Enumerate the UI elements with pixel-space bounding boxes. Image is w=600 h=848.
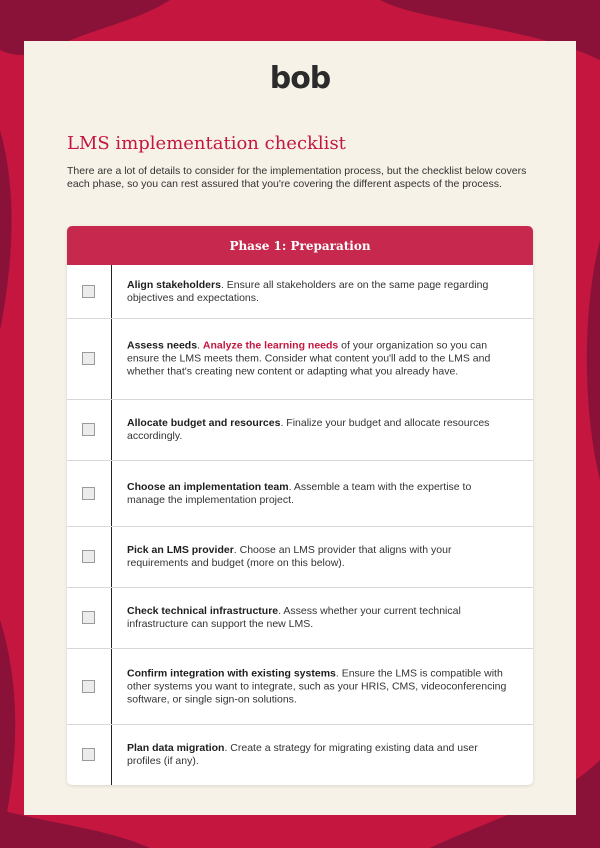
item-text <box>127 340 509 379</box>
item-text <box>127 742 509 768</box>
checkbox-cell <box>67 649 112 724</box>
item-description: . Assemble a team with the expertise to manage the implementation project. <box>127 480 472 506</box>
item-text <box>127 605 509 631</box>
item-title: Align stakeholders <box>127 278 221 291</box>
item-text <box>127 279 509 305</box>
item-description: . Ensure the LMS is compatible with other systems you want to integrate, such as your HRIS, CMS, videoconferencing software, or single sign-on solutions. <box>127 667 507 705</box>
checklist-row <box>67 318 533 399</box>
checklist-row <box>67 648 533 724</box>
page-title: LMS implementation checklist <box>67 133 346 154</box>
phase-header: Phase 1: Preparation <box>67 226 533 265</box>
item-description: . Finalize your budget and allocate resources accordingly. <box>127 417 490 442</box>
checkbox-lms-provider[interactable] <box>82 550 95 563</box>
item-separator: . <box>197 339 203 352</box>
item-text <box>127 667 509 706</box>
checkbox-technical-infrastructure[interactable] <box>82 611 95 624</box>
intro-text: There are a lot of details to consider for the implementation process, but the checklist below covers each phase, so you can rest assured that you're covering the different aspects of the process. <box>67 165 527 190</box>
checkbox-implementation-team[interactable] <box>82 487 95 500</box>
item-text <box>127 417 509 443</box>
checklist-card <box>24 41 576 815</box>
checklist-row <box>67 265 533 318</box>
checkbox-data-migration[interactable] <box>82 748 95 761</box>
item-title: Confirm integration with existing systems <box>127 667 336 679</box>
item-description: of your organization so you can ensure the LMS meets them. Consider what content you'll add to the LMS and whether that's creating new content or adapting what you already have. <box>127 339 491 378</box>
checklist-row <box>67 460 533 526</box>
item-description: . Ensure all stakeholders are on the same page regarding objectives and expectations. <box>127 278 489 304</box>
checkbox-cell <box>67 400 112 460</box>
item-title: Choose an implementation team <box>127 480 289 493</box>
bob-logo: bob <box>269 61 331 96</box>
checklist-row <box>67 526 533 587</box>
checklist-table <box>67 226 533 785</box>
checkbox-allocate-budget[interactable] <box>82 423 95 436</box>
checkbox-cell <box>67 588 112 648</box>
checkbox-cell <box>67 527 112 587</box>
item-title: Plan data migration <box>127 742 225 754</box>
checklist-row <box>67 587 533 648</box>
checkbox-cell <box>67 461 112 526</box>
item-text <box>127 544 509 570</box>
item-title: Allocate budget and resources <box>127 417 281 429</box>
item-description: . Choose an LMS provider that aligns with your requirements and budget (more on this below). <box>127 544 452 569</box>
item-title: Pick an LMS provider <box>127 544 234 556</box>
checkbox-assess-needs[interactable] <box>82 352 95 365</box>
checklist-row <box>67 724 533 785</box>
checkbox-align-stakeholders[interactable] <box>82 285 95 298</box>
checkbox-cell <box>67 319 112 399</box>
item-description: . Assess whether your current technical infrastructure can support the new LMS. <box>127 605 461 630</box>
checkbox-cell <box>67 265 112 318</box>
item-title: Check technical infrastructure <box>127 605 279 617</box>
item-title: Assess needs <box>127 339 198 352</box>
analyze-learning-needs-link[interactable]: Analyze the learning needs <box>202 339 339 352</box>
checkbox-integration[interactable] <box>82 680 95 693</box>
checklist-row <box>67 399 533 460</box>
item-text <box>127 481 509 507</box>
checkbox-cell <box>67 725 112 785</box>
item-description: . Create a strategy for migrating existing data and user profiles (if any). <box>127 742 478 767</box>
